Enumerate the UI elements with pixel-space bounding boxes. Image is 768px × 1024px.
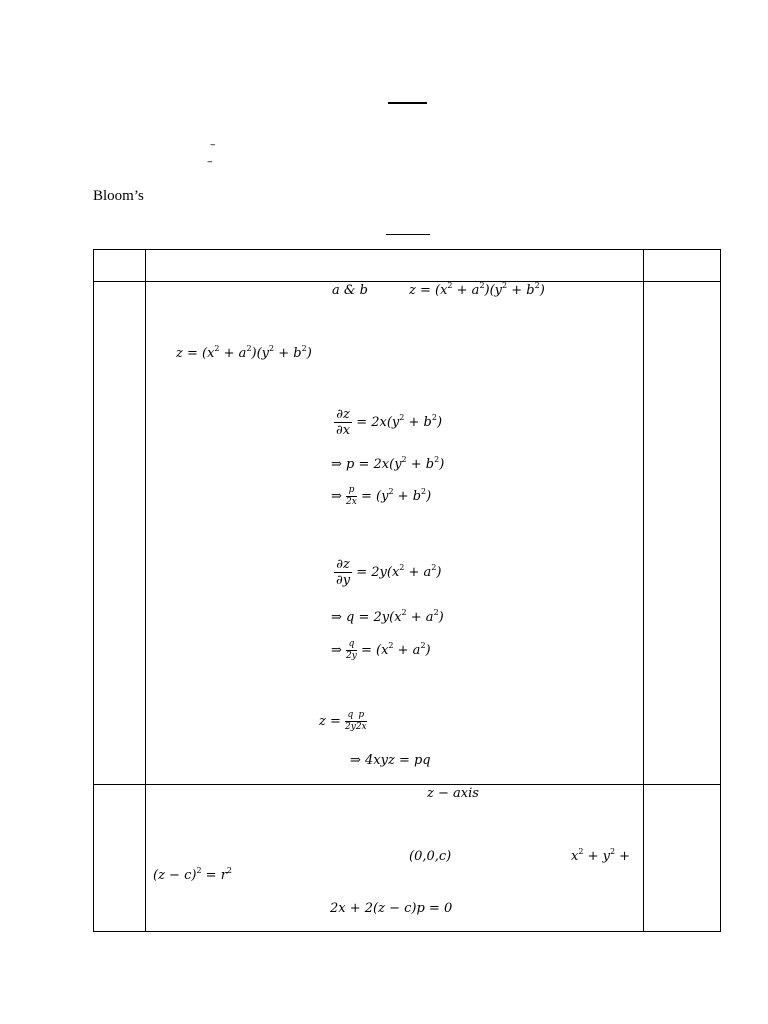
table-header-row: [94, 250, 721, 282]
header-cell-marks: [644, 250, 721, 282]
row1-cell-marks: [644, 282, 721, 785]
row1-q-frac-eq: ⇒ $\frac{q}{2y}$ = $(x^2 + a^2)$: [331, 639, 431, 661]
row2-sphere-eq-end: $(z - c)^2 = r^2$: [153, 866, 232, 883]
row1-intro-vars: a & b: [332, 283, 368, 298]
header-dash-1: –: [210, 138, 216, 151]
row1-final-eq: ⇒ 4xyz = pq: [350, 753, 431, 768]
row1-dzdx-eq: $\frac{\partial z}{\partial x}$ = $2x(y^2 + b^2)$: [336, 407, 443, 438]
q-over-2y-fraction-2: $\frac{q}{2y}$: [345, 710, 356, 732]
row2-axis-text: z − axis: [427, 786, 479, 801]
header-cell-answer: [146, 250, 644, 282]
section-underline: [386, 234, 430, 235]
row1-cell-qno: [94, 282, 146, 785]
q-over-2y-fraction: $\frac{q}{2y}$: [346, 639, 357, 661]
row1-p-eq: ⇒ $p = 2x(y^2 + b^2)$: [331, 455, 445, 472]
row2-cell-marks: [644, 785, 721, 932]
z-prefix: z =: [319, 714, 341, 729]
row2-center-point: (0,0,c): [409, 849, 452, 864]
row1-dzdy-eq: $\frac{\partial z}{\partial y}$ = $2y(x^2 + a^2)$: [336, 557, 442, 588]
row1-z-product-eq: [319, 711, 367, 732]
dzdx-fraction: $\frac{\partial z}{\partial x}$: [336, 407, 351, 438]
row2-diff-eq: 2x + 2(z − c)p = 0: [330, 901, 453, 916]
row2-sphere-eq-start: $x^2 + y^2$ +: [571, 847, 631, 864]
p-over-2x-fraction: $\frac{p}{2x}$: [346, 485, 357, 507]
header-cell-qno: [94, 250, 146, 282]
row2-cell-qno: [94, 785, 146, 932]
row1-p-frac-eq: ⇒ $\frac{p}{2x}$ = $(y^2 + b^2)$: [331, 485, 432, 507]
row1-given-eq: $z = (x^2 + a^2)(y^2 + b^2)$: [176, 344, 312, 361]
p-over-2x-fraction-2: $\frac{p}{2x}$: [355, 710, 367, 732]
header-dash-2: –: [207, 155, 213, 168]
title-underline: [388, 102, 427, 104]
row1-q-eq: ⇒ $q = 2y(x^2 + a^2)$: [331, 608, 444, 625]
dzdy-fraction: $\frac{\partial z}{\partial y}$: [336, 557, 351, 588]
row1-intro-eq: $z = (x^2 + a^2)(y^2 + b^2)$: [409, 281, 545, 298]
blooms-label: Bloom’s: [93, 188, 144, 204]
